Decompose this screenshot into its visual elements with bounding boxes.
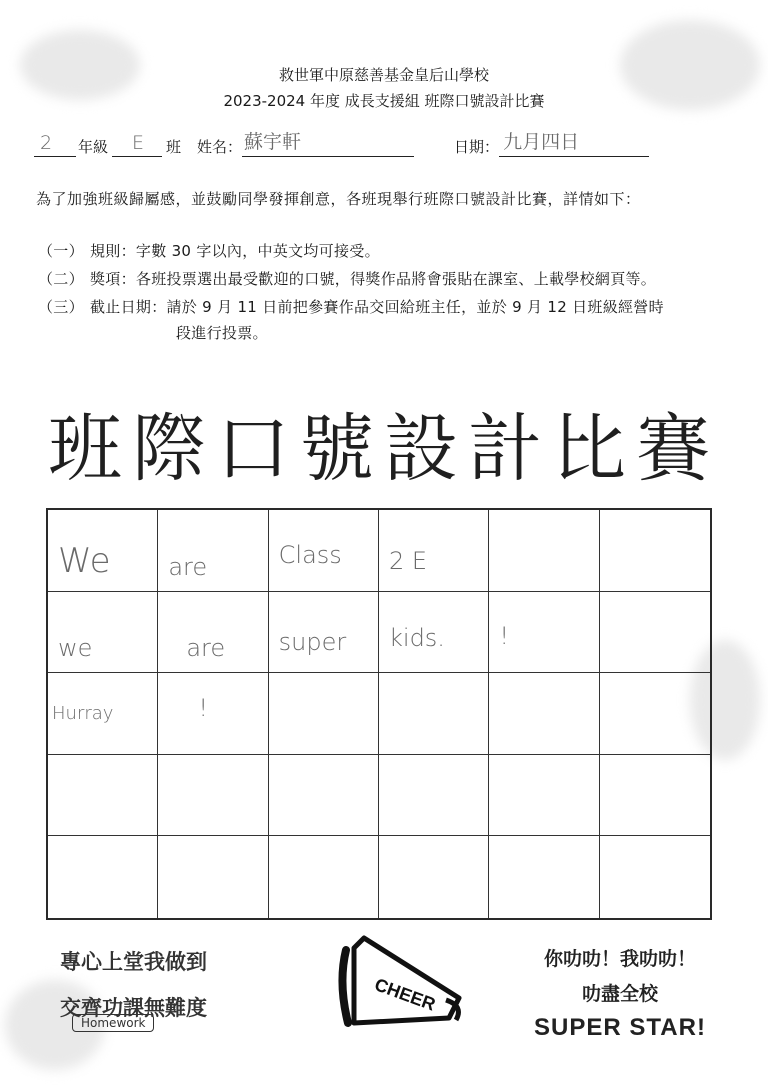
competition-title: 班際口號設計比賽 xyxy=(48,406,720,492)
grid-cell[interactable] xyxy=(48,592,158,674)
handwritten-word: are xyxy=(168,552,208,581)
handwritten-word: ! xyxy=(198,693,208,722)
date-field[interactable] xyxy=(499,131,649,157)
grid-cell[interactable] xyxy=(489,673,599,755)
rule-1-number: （一） xyxy=(38,242,84,260)
grid-cell[interactable] xyxy=(48,673,158,755)
grid-cell[interactable] xyxy=(158,673,268,755)
grid-cell[interactable] xyxy=(269,673,379,755)
grid-cell[interactable] xyxy=(600,673,710,755)
class-value: E xyxy=(132,132,145,154)
grid-cell[interactable] xyxy=(489,592,599,674)
homework-tag: Homework xyxy=(72,1014,154,1032)
footer-left-line-1: 專心上堂我做到 xyxy=(60,950,207,974)
name-field[interactable] xyxy=(242,131,414,157)
grid-cell[interactable] xyxy=(269,836,379,918)
grade-field[interactable] xyxy=(34,134,76,157)
grid-cell[interactable] xyxy=(600,755,710,837)
handwritten-word: are xyxy=(186,634,226,663)
rule-2-number: （二） xyxy=(38,270,84,288)
grid-cell[interactable] xyxy=(158,592,268,674)
rule-1 xyxy=(38,240,380,261)
intro-text: 為了加強班級歸屬感，並鼓勵同學發揮創意，各班現舉行班際口號設計比賽，詳情如下： xyxy=(36,190,641,208)
grid-cell[interactable] xyxy=(158,755,268,837)
grid-cell[interactable] xyxy=(379,836,489,918)
slogan-grid xyxy=(46,508,712,920)
cheer-text: CHEER xyxy=(372,974,439,1015)
grade-label: 年級 xyxy=(78,138,109,156)
grid-cell[interactable] xyxy=(489,836,599,918)
rule-3-text: 截止日期：請於 9 月 11 日前把參賽作品交回給班主任，並於 9 月 12 日班級經營時 xyxy=(90,298,664,316)
grade-value: 2 xyxy=(40,132,53,154)
school-name: 救世軍中原慈善基金皇后山學校 xyxy=(278,66,489,84)
class-label: 班 xyxy=(166,138,182,156)
grid-cell[interactable] xyxy=(269,510,379,592)
footer-slogan-right xyxy=(510,944,730,1042)
handwritten-word: super xyxy=(278,628,347,657)
rule-3-continuation: 段進行投票。 xyxy=(176,324,268,342)
grid-cell[interactable] xyxy=(489,755,599,837)
footer-slogan-left xyxy=(60,946,207,1022)
rule-1-text: 規則：字數 30 字以內，中英文均可接受。 xyxy=(90,242,380,260)
handwritten-word: 2 E xyxy=(389,546,428,575)
handwritten-word: We xyxy=(58,540,111,581)
rule-3-number: （三） xyxy=(38,298,84,316)
rule-2 xyxy=(38,268,656,289)
grid-cell[interactable] xyxy=(379,592,489,674)
student-info-row xyxy=(34,131,649,157)
handwritten-word: we xyxy=(58,634,93,663)
grid-cell[interactable] xyxy=(379,755,489,837)
grid-cell[interactable] xyxy=(269,755,379,837)
grid-cell[interactable] xyxy=(269,592,379,674)
handwritten-word: Hurray xyxy=(52,702,114,724)
grid-cell[interactable] xyxy=(600,592,710,674)
footer-right-line-2: 叻盡全校 xyxy=(581,983,658,1005)
date-value: 九月四日 xyxy=(503,131,580,153)
grid-cell[interactable] xyxy=(600,836,710,918)
grid-cell[interactable] xyxy=(48,755,158,837)
handwritten-word: Class xyxy=(278,540,342,569)
rule-2-text: 獎項：各班投票選出最受歡迎的口號，得獎作品將會張貼在課室、上載學校網頁等。 xyxy=(90,270,657,288)
grid-cell[interactable] xyxy=(489,510,599,592)
grid-cell[interactable] xyxy=(379,510,489,592)
grid-cell[interactable] xyxy=(48,836,158,918)
grid-cell[interactable] xyxy=(600,510,710,592)
competition-subtitle: 2023-2024 年度 成長支援組 班際口號設計比賽 xyxy=(223,92,545,110)
grid-cell[interactable] xyxy=(158,836,268,918)
name-value: 蘇宇軒 xyxy=(244,131,302,153)
footer-left-line-2: 交齊功課無難度 xyxy=(60,996,207,1020)
footer-right-line-1: 你叻叻！我叻叻！ xyxy=(543,948,696,970)
grid-cell[interactable] xyxy=(379,673,489,755)
class-field[interactable] xyxy=(112,134,162,157)
date-label: 日期： xyxy=(454,138,500,156)
grid-cell[interactable] xyxy=(158,510,268,592)
rule-3 xyxy=(38,296,664,317)
megaphone-icon xyxy=(334,928,474,1042)
handwritten-word: kids. xyxy=(389,624,445,653)
footer-right-line-3: SUPER STAR! xyxy=(534,1014,706,1041)
grid-cell[interactable] xyxy=(48,510,158,592)
name-label: 姓名： xyxy=(197,138,243,156)
handwritten-word: ! xyxy=(499,622,509,651)
